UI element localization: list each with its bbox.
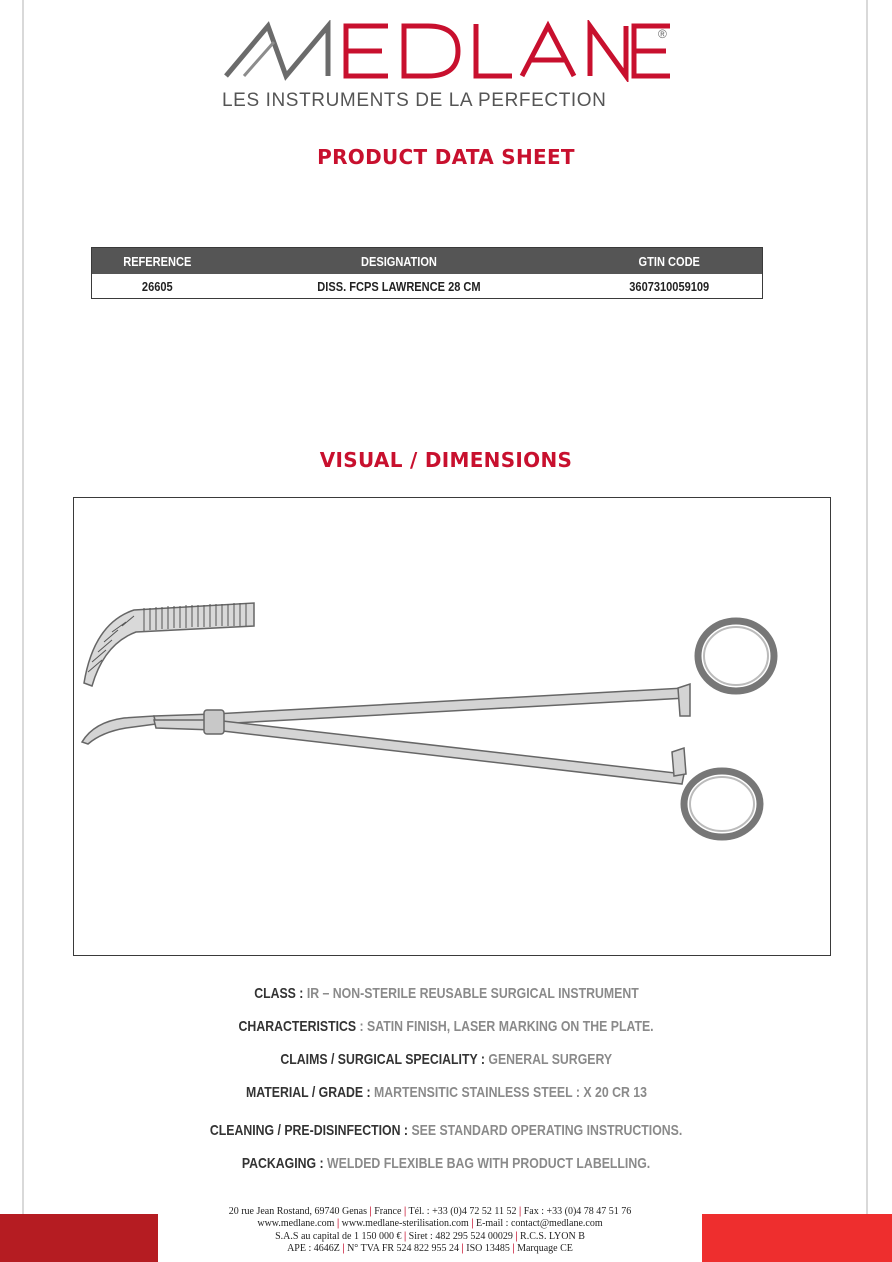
company-footer bbox=[158, 1206, 702, 1255]
product-data-sheet-heading: PRODUCT DATA SHEET bbox=[317, 145, 575, 169]
cell-gtin: 3607310059109 bbox=[628, 278, 709, 294]
spec-cleaning: CLEANING / PRE-DISINFECTION : SEE STANDARD OPERATING INSTRUCTIONS. bbox=[209, 1122, 683, 1139]
footer-bar-left bbox=[0, 1214, 158, 1262]
spec-claims: CLAIMS / SURGICAL SPECIALITY : GENERAL SURGERY bbox=[280, 1051, 612, 1068]
forceps-illustration bbox=[74, 498, 830, 955]
col-header-gtin: GTIN CODE bbox=[638, 253, 700, 269]
sterilisation-website-link[interactable]: www.medlane-sterilisation.com bbox=[341, 1218, 469, 1230]
forceps-body-icon bbox=[82, 684, 690, 784]
spec-material: MATERIAL / GRADE : MARTENSITIC STAINLESS STEEL : X 20 CR 13 bbox=[245, 1084, 647, 1101]
footer-bar-right bbox=[702, 1214, 892, 1262]
website-link[interactable]: www.medlane.com bbox=[257, 1218, 335, 1230]
footer-line-certs: APE : 4646Z | N° TVA FR 524 822 955 24 | ISO 13485 | Marquage CE bbox=[287, 1242, 573, 1254]
cell-reference: 26605 bbox=[141, 278, 173, 294]
email-link[interactable]: E-mail : contact@medlane.com bbox=[475, 1218, 603, 1230]
table-row bbox=[92, 274, 763, 299]
product-reference-table bbox=[91, 247, 763, 299]
footer-line-legal: S.A.S au capital de 1 150 000 € | Siret : 482 295 524 00029 | R.C.S. LYON B bbox=[275, 1230, 585, 1242]
table-header-row bbox=[92, 248, 763, 275]
footer-line-web: www.medlane.com | www.medlane-sterilisation.com | E-mail : contact@medlane.com bbox=[257, 1218, 603, 1230]
tagline: LES INSTRUMENTS DE LA PERFECTION bbox=[222, 90, 607, 111]
col-header-designation: DESIGNATION bbox=[360, 253, 437, 269]
spec-characteristics: CHARACTERISTICS : SATIN FINISH, LASER MARKING ON THE PLATE. bbox=[238, 1018, 654, 1035]
footer-line-address: 20 rue Jean Rostand, 69740 Genas | France | Tél. : +33 (0)4 72 52 11 52 | Fax : +33 (0)4 78 47 51 76 bbox=[228, 1206, 632, 1217]
jaw-detail-icon bbox=[84, 603, 254, 686]
col-header-reference: REFERENCE bbox=[122, 253, 191, 269]
visual-dimensions-heading: VISUAL / DIMENSIONS bbox=[319, 448, 573, 472]
spec-packaging: PACKAGING : WELDED FLEXIBLE BAG WITH PRODUCT LABELLING. bbox=[241, 1155, 651, 1172]
spec-class: CLASS : IR – NON-STERILE REUSABLE SURGICAL INSTRUMENT bbox=[253, 985, 639, 1002]
product-image-frame bbox=[73, 497, 831, 956]
finger-rings-icon bbox=[684, 621, 774, 837]
cell-designation: DISS. FCPS LAWRENCE 28 CM bbox=[316, 278, 481, 294]
registered-mark: ® bbox=[658, 27, 667, 41]
medlane-logo bbox=[222, 20, 672, 82]
